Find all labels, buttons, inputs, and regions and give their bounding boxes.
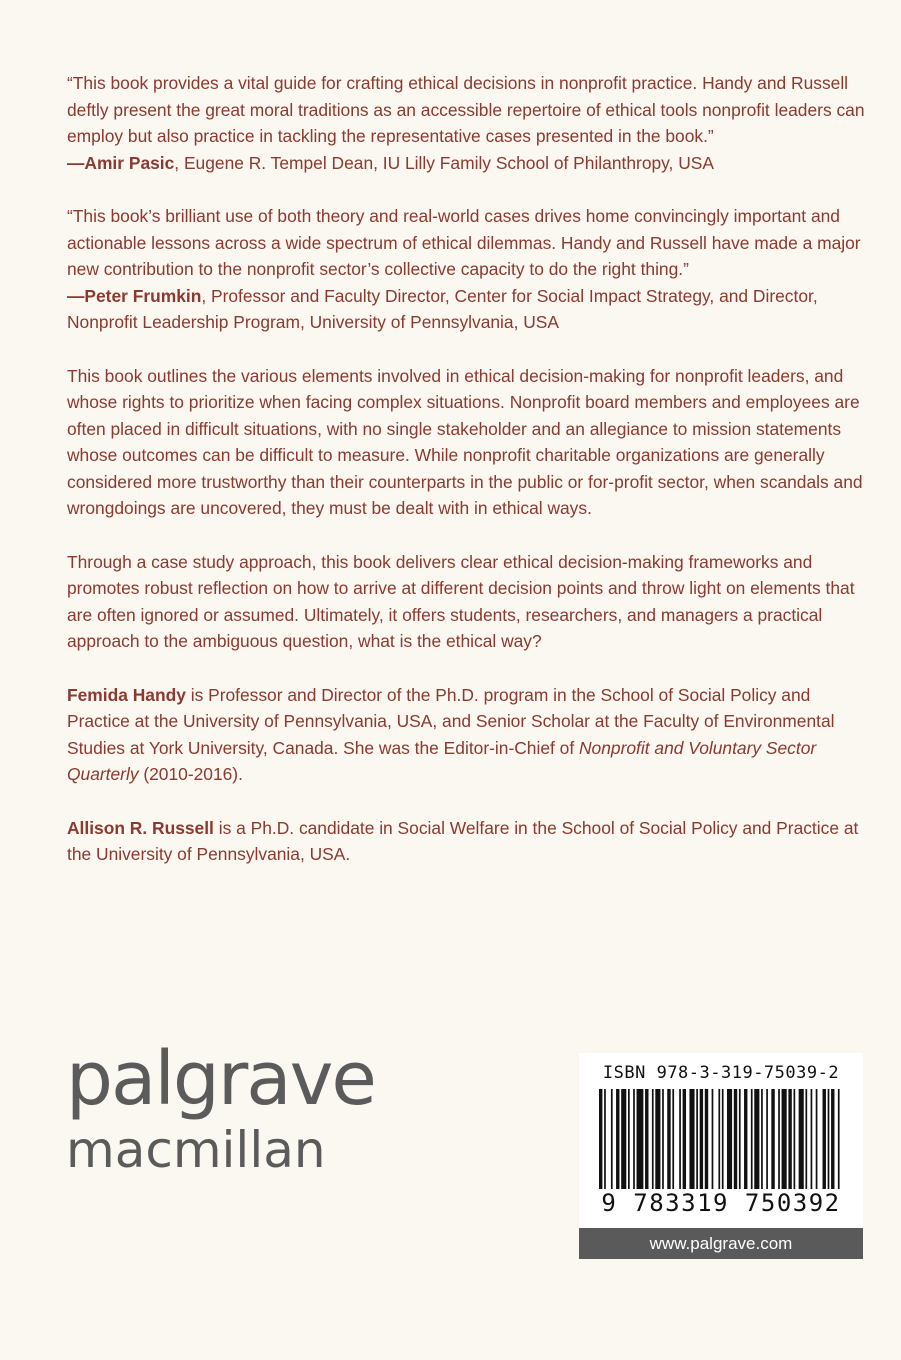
barcode-bar (788, 1089, 791, 1189)
barcode-bar (628, 1089, 630, 1189)
barcode-bar (645, 1089, 648, 1189)
barcode-bar (739, 1089, 741, 1189)
barcode-bar (696, 1089, 698, 1189)
barcode-bar (611, 1089, 613, 1189)
quote-author: —Amir Pasic (67, 152, 175, 173)
endorsement-quote-2 (67, 203, 867, 336)
barcode-bar (734, 1089, 737, 1189)
barcode-bar (794, 1089, 796, 1189)
barcode-bar (662, 1089, 664, 1189)
barcode-bar (754, 1089, 759, 1189)
author-bio-2 (67, 815, 867, 868)
barcode-bar (805, 1089, 807, 1189)
barcode-bars (599, 1089, 843, 1189)
barcode-bar (778, 1089, 780, 1189)
isbn-label: ISBN 978-3-319-75039-2 (602, 1063, 840, 1083)
barcode-bar (744, 1089, 747, 1189)
description-paragraph-1: This book outlines the various elements involved in ethical decision-making for nonprofit leaders, and whose rights to prioritize when facing complex situations. Nonprofit board members and employees are often placed in difficult situations, with no single stakeholder and an allegiance to mission statements whose outcomes can be difficult to measure. While nonprofit charitable organizations are generally considered more trustworthy than their counterparts in the public or for-profit sector, when scandals and wrongdoings are uncovered, they must be dealt with in ethical ways. (67, 365, 863, 518)
author-name: Allison R. Russell (67, 817, 214, 838)
barcode-bar (722, 1089, 724, 1189)
barcode-bar (633, 1089, 635, 1189)
barcode-bar (637, 1089, 644, 1189)
journal-title: Nonprofit and Voluntary Sector Quarterly (67, 737, 817, 784)
back-cover-text (67, 70, 867, 895)
isbn-barcode (579, 1053, 863, 1228)
barcode-bar (761, 1089, 763, 1189)
barcode-bar (823, 1089, 826, 1189)
barcode-bar (718, 1089, 720, 1189)
barcode-bar (816, 1089, 818, 1189)
description-paragraph-2: Through a case study approach, this book delivers clear ethical decision-making frameworks and promotes robust reflection on how to arrive at different decision points and throw light on elements that are often ignored or assumed. Ultimately, it offers students, researchers, and managers a practical approach to the ambiguous question, what is the ethical way? (67, 551, 855, 651)
bio-tail: (2010-2016). (138, 764, 243, 784)
author-bio-1 (67, 682, 867, 788)
barcode-bar (751, 1089, 753, 1189)
barcode-bar (689, 1089, 694, 1189)
barcode-bar (621, 1089, 626, 1189)
endorsement-quote-1 (67, 70, 867, 176)
quote-affiliation: , Professor and Faculty Director, Center for Social Impact Strategy, and Director, Nonprofit Leadership Program, University of Pennsylvania, USA (67, 285, 818, 332)
bio-text: is Professor and Director of the Ph.D. program in the School of Social Policy and Practice at the University of Pennsylvania, USA, and Senior Scholar at the Faculty of Environmental Studies at York University, Canada. She was the Editor-in-Chief of (67, 684, 835, 758)
quote-affiliation: , Eugene R. Tempel Dean, IU Lilly Family School of Philanthropy, USA (174, 152, 714, 173)
barcode-bar (667, 1089, 670, 1189)
barcode-bar (679, 1089, 681, 1189)
barcode-bar (604, 1089, 606, 1189)
barcode-bar (652, 1089, 654, 1189)
barcode-bar (727, 1089, 732, 1189)
barcode-bar (766, 1089, 768, 1189)
logo-line-palgrave: palgrave (66, 1036, 375, 1122)
barcode-bar (672, 1089, 674, 1189)
barcode-bar (705, 1089, 708, 1189)
barcode-bar (616, 1089, 619, 1189)
barcode-digits: 9 783319 750392 (601, 1189, 841, 1217)
quote-author: —Peter Frumkin (67, 285, 202, 306)
quote-text: “This book’s brilliant use of both theory and real-world cases drives home convincingly important and actionable lessons across a wide spectrum of ethical dilemmas. Handy and Russell have made a major new contribution to the nonprofit sector’s collective capacity to do the right thing.” (67, 206, 861, 279)
publisher-logo (66, 1036, 375, 1179)
bio-text: is a Ph.D. candidate in Social Welfare in the School of Social Policy and Practice at the University of Pennsylvania, USA. (67, 817, 859, 864)
barcode-bar (831, 1089, 834, 1189)
barcode-bar (599, 1089, 602, 1189)
barcode-bar (828, 1089, 830, 1189)
author-name: Femida Handy (67, 684, 186, 705)
barcode-bar (838, 1089, 840, 1189)
barcode-bar (655, 1089, 660, 1189)
barcode-bar (811, 1089, 813, 1189)
quote-text: “This book provides a vital guide for crafting ethical decisions in nonprofit practice. Handy and Russell deftly present the great moral traditions as an accessible repertoire of ethical tools nonprofit leaders can employ but also practice in tackling the representative cases presented in the book.” (67, 73, 865, 146)
barcode-bar (683, 1089, 686, 1189)
barcode-bar (799, 1089, 804, 1189)
barcode-bar (712, 1089, 714, 1189)
barcode-bar (771, 1089, 774, 1189)
publisher-url[interactable]: www.palgrave.com (579, 1228, 863, 1259)
barcode-bar (700, 1089, 703, 1189)
logo-line-macmillan: macmillan (66, 1121, 326, 1179)
barcode-bar (782, 1089, 787, 1189)
